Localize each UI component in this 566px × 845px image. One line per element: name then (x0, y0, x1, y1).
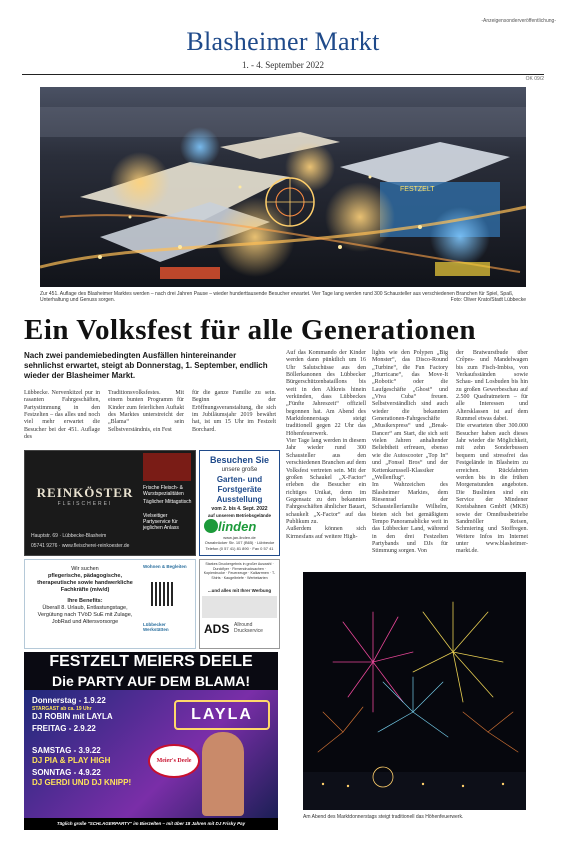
ad-reinkoester-b1: Frische Fleisch- & Wurstspezialitäten (143, 485, 184, 497)
dateline: 1. - 4. September 2022 (242, 60, 324, 70)
fireworks-illustration (303, 572, 526, 810)
ad-jobs-l7: Vergütung nach TVöD SuE mit Zulage, (37, 612, 133, 618)
ad-ads-mid: ...und alles mit Ihrer Werbung (207, 588, 272, 593)
ad-jobs-text (29, 566, 141, 626)
ad-linden-l7: auf unserem Betriebsgelände (207, 513, 272, 518)
ad-party-layla: LAYLA (174, 700, 270, 730)
fireworks-photo (303, 572, 526, 810)
ad-reinkoester-sub: FLEISCHEREI (57, 501, 113, 507)
ad-party-d2: FREITAG - 2.9.22 (32, 724, 96, 733)
fireworks-caption: Am Abend des Marktdonnerstags steigt traditionell das Höhenfeuerwerk. (303, 814, 464, 820)
ad-party-d3: SAMSTAG - 3.9.22 (32, 746, 101, 755)
ad-linden-l5: Ausstellung (216, 495, 263, 504)
ad-linden-phone: Telefon (0 57 41) 81 890 · Fax 0 57 41 (205, 546, 274, 551)
ad-linden-l4: Forstgeräte (217, 485, 262, 494)
ad-jobs-brand1: Wohnen & Begleiten (143, 564, 187, 569)
performer-photo (202, 732, 244, 816)
ad-jobs-l6: Überall 8. Urlaub, Entlastungstage, (42, 605, 128, 611)
ad-reinkoester-b2: Täglicher Mittagstisch (143, 499, 192, 505)
article-column-6: der Bratwurstbude über Crêpes- und Mandelwagen bis zum Fisch-Imbiss, von Verkaufsständen sowie Schau- und Losbuden bis hin zu großen Gewerbeschau auf 2.500 Quadratmetern – für alle Interessen und Altersklassen ist auf dem Rummel etwas dabei. Die erwarteten über 300.000 Besucher haben auch dieses Jahr wieder die Möglichkeit, mit zehn Sonderbussen bequem und stressfrei das Festgelände in Blasheim zu erreichen. Rückfahrten werden bis in die frühen Morgenstunden angeboten. Die Buslinien sind ein Service der Mindener Kreisbahnen GmbH (MKB) sowie der Omnibusbetriebe Sandmöller Reisen, Schmiering und Stoffregen. Weitere Infos im Internet unter www.blasheimer-markt.de. (456, 350, 528, 555)
ad-ads-top: Starkes Druckergebnis in großer Auswahl · Durckflyer · Firmendrucksachen · Kopierdrucke · Feuerzeuge · Kalkarrmen · T-Shirts · Kaugelbriefe · Werbekarten (203, 562, 276, 580)
ad-party-footer: Täglich große "SCHLAGERPARTY" im Bierzelten – mit über 18 Jahren mit DJ Frisky Pay (24, 818, 278, 830)
ad-party-d1b: STARGAST ab ca. 19 Uhr (32, 706, 92, 712)
ad-party-badge: Meier's Deele (148, 744, 200, 778)
ad-linden-l6: vom 2. bis 4. Sept. 2022 (211, 506, 268, 512)
ad-party-schedule (32, 696, 142, 788)
article-column-1: Lübbecke. Nervenkitzel pur in rasanten Fahrgeschäften, Partystimmung in den Festzelten – das alles und noch viel mehr erwartet die Besucher bei der 451. Auflage des (24, 390, 100, 441)
ad-party-d4b: DJ GERDI UND DJ KNIPP! (32, 778, 132, 787)
ad-ads-name: Allround Druckservice (234, 622, 263, 634)
photo-credit: Foto: Oliver Krato/Stadt Lübbecke (450, 297, 526, 303)
article-headline: Ein Volksfest für alle Generationen (24, 314, 476, 346)
ad-jobs-l8: JobRad und Altersvorsorge (51, 619, 119, 625)
qr-code-icon (151, 582, 175, 606)
ad-jobs-l4: Fachkräfte (m/w/d) (60, 587, 110, 593)
ad-ads-logo: ADS (204, 622, 230, 636)
ad-linden-logo: linden (218, 519, 257, 534)
photo-caption: Zur 451. Auflage des Blasheimer Marktes werden – nach drei Jahren Pause – wieder hunderttausende Besucher erwartet. Vier Tage lang werden rund 300 Schausteller aus verschiedenen Branchen für Spiel, Spaß, Unterhaltung und Genuss sorgen. (40, 291, 514, 303)
article-column-3: für die ganze Familie zu sein. Beginn der Eröffnungsveranstaltung, die sich im Jubiläumsjahr 2019 bewährt hat, ist um 15 Uhr im Festzelt Borchard. (192, 390, 276, 433)
ad-linden-l3: Garten- und (216, 475, 263, 484)
ad-party-d4: SONNTAG - 4.9.22 (32, 768, 101, 777)
fairground-aerial-photo (40, 87, 526, 287)
ad-ads[interactable] (199, 559, 280, 649)
ad-party-d1: Donnerstag - 1.9.22 (32, 696, 106, 705)
article-column-5: lights wie den Polypen „Big Monster“, das Disco-Round „Turbine“, die Fun Factory „Hurricane“, das Move-It „Robotic“ oder die Laufgeschäfte „Ghost“ und „Viva Cuba“ freuen. Selbstverständlich sind auch wieder die bekannten Generationen-Fahrgeschäfte „Musikexpress“ und „Break-Dancer“ am Start, die sich seit vielen Jahren anhaltender Beliebtheit erfreuen, ebenso wie die Autoscooter „Top In“ und „Fonsel Bros“ und der Kettenkarussell-Klassiker „Wellenflug“. Im Wahrzeichen des Blasheimer Marktes, dem Riesenrad der Schaustellerfamilie Wilhelm, bieten sich bei gemäßigtem Tempo Panoramablicke weit in das Lübbecker Land, während in den drei Festzelten Partybands und DJs für Stimmung sorgen. Von (372, 350, 448, 555)
ad-jobs-l2: pflegerische, pädagogische, (48, 573, 122, 579)
fairground-aerial-illustration (40, 87, 526, 287)
ad-linden-l1: Besuchen Sie (209, 455, 270, 465)
ad-linden-l2: unsere große (221, 467, 258, 473)
products-photo (202, 596, 277, 618)
article-column-4: Auf das Kommando der Kinder werden dann pünktlich um 16 Uhr Salutschüsse aus den Böllerkanonen des Lübbecker Bürgerschützenbataillons bis weit in den Altkreis hinein verkünden, dass Lübbeckes „Fünfte Jahreszeit“ offiziell begonnen hat. Am Abend des Marktdonnerstags steigt traditionell gegen 22 Uhr das Höhenfeuerwerk. Vier Tage lang werden in diesem Jahr wieder rund 300 Schausteller aus den verschiedenen Branchen auf dem Volksfest vertreten sein. Mit der großen Schaukel „X-Factor“ erleben die Besucher ein richtiges Unikat, denn im Gegensatz zu den bekannten Fahrgeschäften ähnlicher Bauart, schaukelt „X-Factor“ auf das Publikum zu. Außerdem können sich Kirmesfans auf weitere High- (286, 350, 366, 540)
ad-reinkoester-name: REINKÖSTER (36, 485, 134, 500)
meat-photo (143, 453, 191, 481)
ad-jobs[interactable] (24, 559, 196, 649)
ad-party-title2: Die PARTY AUF DEM BLAMA! (24, 672, 278, 690)
ad-reinkoester-contact: 05741 9276 · www.fleischerei-reinkoester.de (31, 543, 130, 549)
article-column-2: Traditionsvolksfestes. Mit einem bunten Programm für Kinder zum feierlichen Auftakt des Marktes unterstreicht der „Blama“ sein Selbstverständnis, ein Fest (108, 390, 184, 433)
ad-reinkoester[interactable] (24, 450, 196, 556)
ad-party-d3b: DJ PIA & PLAY HIGH (32, 756, 111, 765)
header-rule (22, 74, 544, 75)
ad-party-title1: FESTZELT MEIERS DEELE (24, 652, 278, 672)
ad-jobs-l5: Ihre Benefits: (67, 598, 103, 604)
leaf-icon (204, 519, 218, 533)
ad-party-d1c: DJ ROBIN mit LAYLA (32, 712, 113, 721)
section-kicker: -Anzeigensonderveröffentlichung- (481, 18, 556, 24)
svg-text:FESTZELT: FESTZELT (400, 186, 435, 193)
ad-party[interactable] (24, 652, 278, 830)
ad-code: OK 09/2 (525, 76, 544, 82)
ad-jobs-l3: therapeutische sowie handwerkliche (37, 580, 133, 586)
ad-jobs-brand2: Lübbecker Werkstätten (143, 622, 169, 632)
ad-reinkoester-b3: Vielseitiger Partyservice für jeglichen Anlass (143, 513, 179, 531)
ad-linden-addr: Osnabrücker Str. 107 (B65) · Lübbecke (204, 540, 275, 545)
ad-jobs-l1: Wir suchen (71, 566, 99, 572)
article-lead: Nach zwei pandemiebedingten Ausfällen hintereinander sehnlichst erwartet, steigt ab Donnerstag, 1. September, endlich wieder der Blasheimer Markt. (24, 351, 268, 380)
ad-reinkoester-address: Hauptstr. 69 · Lübbecke-Blasheim (31, 533, 107, 539)
photo-caption-block (40, 291, 526, 303)
masthead-title: Blasheimer Markt (186, 27, 380, 56)
ad-linden[interactable] (199, 450, 280, 556)
ad-linden-web: www.jan-linden.de (223, 535, 256, 540)
